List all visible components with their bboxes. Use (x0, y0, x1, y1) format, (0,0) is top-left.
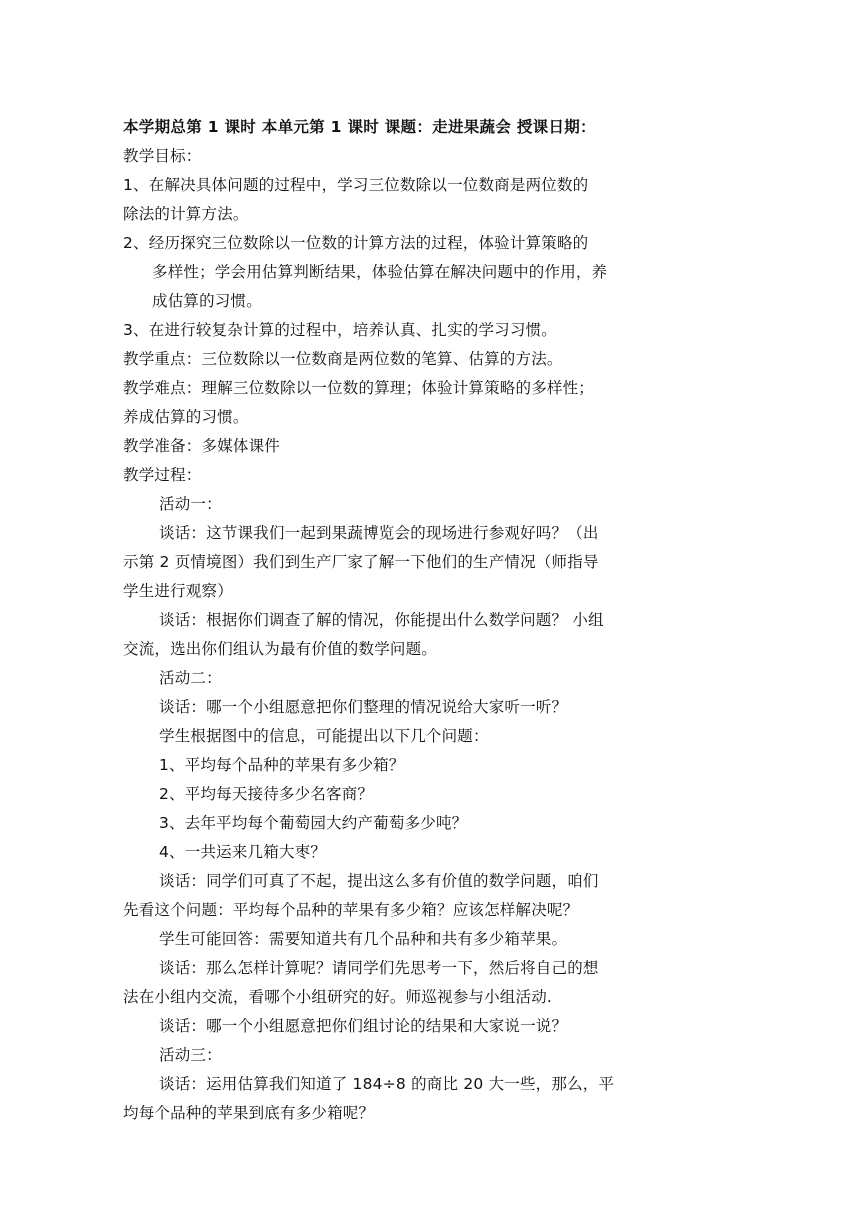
question-item: 3、去年平均每个葡萄园大约产葡萄多少吨？ (159, 814, 468, 832)
paragraph-cont: 均每个品种的苹果到底有多少箱呢？ (123, 1104, 375, 1122)
objective-2: 2、经历探究三位数除以一位数的计算方法的过程，体验计算策略的 (123, 234, 589, 252)
key-points: 教学重点：三位数除以一位数商是两位数的笔算、估算的方法。 (123, 350, 563, 368)
section-heading-objectives: 教学目标： (123, 147, 202, 165)
paragraph-cont: 交流，选出你们组认为最有价值的数学问题。 (123, 640, 438, 658)
objective-1-cont: 除法的计算方法。 (123, 205, 249, 223)
question-item: 2、平均每天接待多少名客商？ (159, 785, 374, 803)
paragraph: 谈话：哪一个小组愿意把你们整理的情况说给大家听一听？ (159, 698, 568, 716)
paragraph: 谈话：那么怎样计算呢？请同学们先思考一下，然后将自己的想 (159, 959, 599, 977)
paragraph: 谈话：运用估算我们知道了 184÷8 的商比 20 大一些，那么，平 (159, 1075, 615, 1093)
objective-2-cont: 成估算的习惯。 (152, 292, 262, 310)
paragraph-cont: 法在小组内交流，看哪个小组研究的好。师巡视参与小组活动. (123, 988, 553, 1006)
paragraph: 谈话：哪一个小组愿意把你们组讨论的结果和大家说一说？ (159, 1017, 568, 1035)
paragraph: 学生根据图中的信息，可能提出以下几个问题： (159, 727, 489, 745)
paragraph-cont: 示第 2 页情境图）我们到生产厂家了解一下他们的生产情况（师指导 (123, 553, 599, 571)
section-heading-process: 教学过程： (123, 466, 202, 484)
objective-2-cont: 多样性；学会用估算判断结果，体验估算在解决问题中的作用，养 (152, 263, 608, 281)
activity-1-heading: 活动一： (159, 495, 222, 513)
paragraph-cont: 先看这个问题：平均每个品种的苹果有多少箱？应该怎样解决呢？ (123, 901, 579, 919)
preparation: 教学准备：多媒体课件 (123, 437, 281, 455)
difficult-points: 教学难点：理解三位数除以一位数的算理；体验计算策略的多样性； (123, 379, 595, 397)
activity-3-heading: 活动三： (159, 1046, 222, 1064)
paragraph: 谈话：根据你们调查了解的情况，你能提出什么数学问题？ 小组 (159, 611, 604, 629)
objective-3: 3、在进行较复杂计算的过程中，培养认真、扎实的学习习惯。 (123, 321, 557, 339)
paragraph: 谈话：这节课我们一起到果蔬博览会的现场进行参观好吗？（出 (159, 524, 599, 542)
difficult-points-cont: 养成估算的习惯。 (123, 408, 249, 426)
objective-1: 1、在解决具体问题的过程中，学习三位数除以一位数商是两位数的 (123, 176, 589, 194)
question-item: 1、平均每个品种的苹果有多少箱？ (159, 756, 405, 774)
paragraph: 学生可能回答：需要知道共有几个品种和共有多少箱苹果。 (159, 930, 568, 948)
paragraph: 谈话：同学们可真了不起，提出这么多有价值的数学问题，咱们 (159, 872, 599, 890)
question-item: 4、一共运来几箱大枣？ (159, 843, 327, 861)
paragraph-cont: 学生进行观察） (123, 582, 233, 600)
lesson-header: 本学期总第 1 课时 本单元第 1 课时 课题：走进果蔬会 授课日期： (123, 118, 596, 136)
lesson-plan-body (123, 113, 743, 1128)
activity-2-heading: 活动二： (159, 669, 222, 687)
